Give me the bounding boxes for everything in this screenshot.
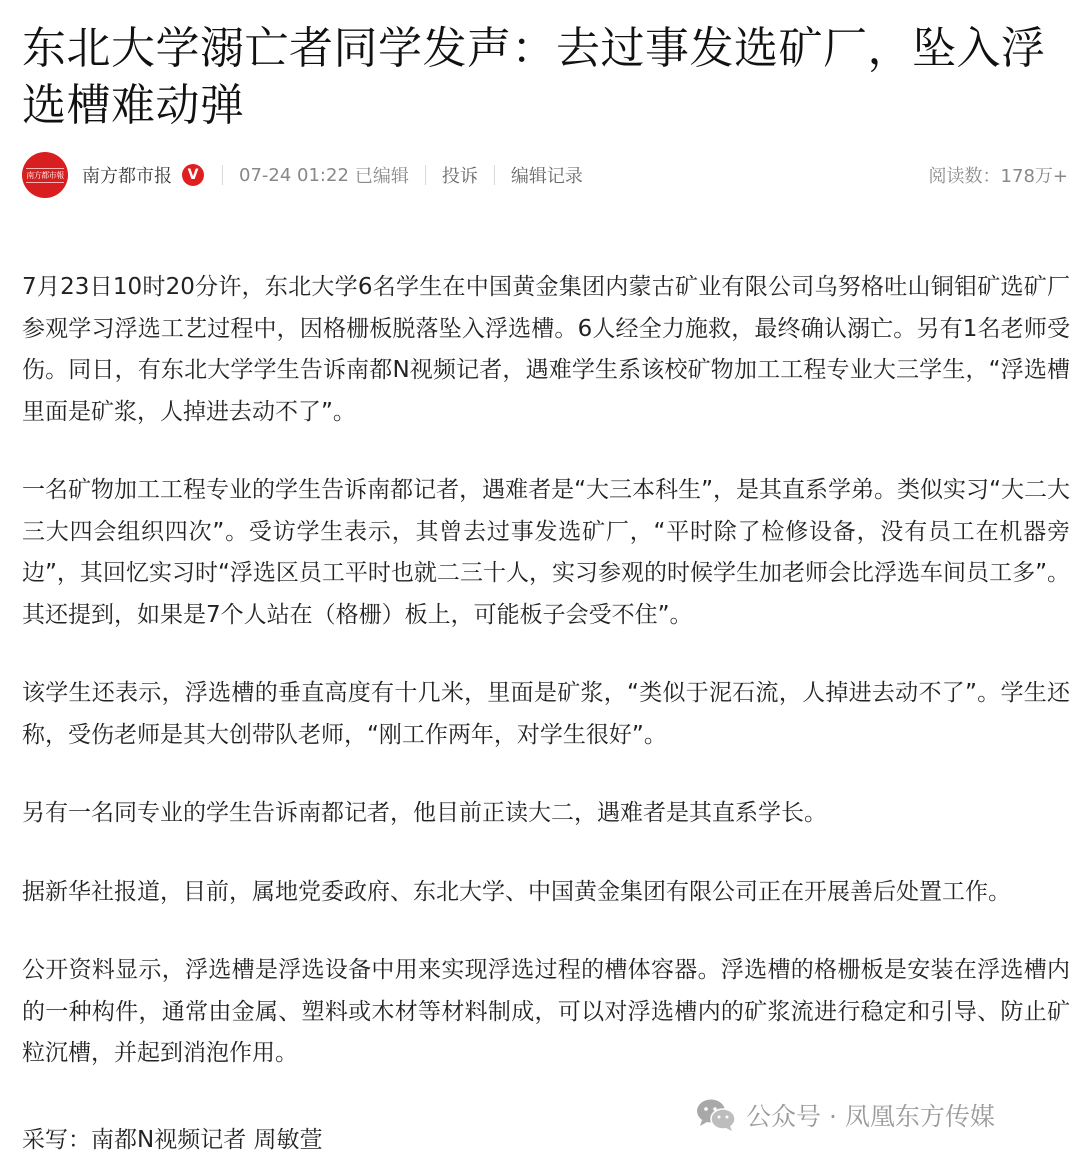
verified-badge-icon: V [182,164,204,186]
divider [494,165,495,185]
paragraph: 另有一名同专业的学生告诉南都记者，他目前正读大二，遇难者是其直系学长。 [22,800,827,826]
watermark-text: 公众号 · 凤凰东方传媒 [746,1102,995,1131]
paragraph: 据新华社报道，目前，属地党委政府、东北大学、中国黄金集团有限公司正在开展善后处置工作。 [22,878,1011,905]
divider [222,165,223,185]
byline: 采写：南都N视频记者 周敏萱 [22,1127,323,1153]
article-meta [22,152,1068,198]
divider [425,165,426,185]
edit-history-link[interactable]: 编辑记录 [510,166,583,187]
wechat-icon [696,1098,736,1132]
article-title: 东北大学溺亡者同学发声：去过事发选矿厂，坠入浮选槽难动弹 [22,23,1046,131]
read-count-value: 178万+ [1000,166,1068,187]
read-count [929,162,1068,188]
author-avatar[interactable] [22,152,68,198]
edited-label: 已编辑 [354,166,409,187]
read-count-label: 阅读数： [928,166,1001,187]
paragraph: 一名矿物加工工程专业的学生告诉南都记者，遇难者是“大三本科生”，是其直系学弟。类似实习“大二大三大四会组织四次”。受访学生表示，其曾去过事发选矿厂，“平时除了检修设备，没有员工在机器旁边”，其回忆实习时“浮选区员工平时也就二三十人，实习参观的时候学生加老师会比浮选车间员工多”。其还提到，如果是7个人站在（格栅）板上，可能板子会受不住”。 [22,477,1070,628]
article-body [22,267,1070,1112]
paragraph: 该学生还表示，浮选槽的垂直高度有十几米，里面是矿浆，“类似于泥石流，人掉进去动不了”。学生还称，受伤老师是其大创带队老师，“刚工作两年，对学生很好”。 [22,680,1070,748]
author-name[interactable]: 南方都市报 [82,166,172,187]
publish-datetime: 07-24 01:22 [239,164,349,186]
report-link[interactable]: 投诉 [441,166,478,187]
avatar-logo-text: 南方都市報 [26,168,64,183]
paragraph: 公开资料显示，浮选槽是浮选设备中用来实现浮选过程的槽体容器。浮选槽的格栅板是安装在浮选槽内的一种构件，通常由金属、塑料或木材等材料制成，可以对浮选槽内的矿浆流进行稳定和引导、防止矿粒沉槽，并起到消泡作用。 [22,957,1070,1066]
paragraph: 7月23日10时20分许，东北大学6名学生在中国黄金集团内蒙古矿业有限公司乌努格吐山铜钼矿选矿厂参观学习浮选工艺过程中，因格栅板脱落坠入浮选槽。6人经全力施救，最终确认溺亡。另有1名老师受伤。同日，有东北大学学生告诉南都N视频记者，遇难学生系该校矿物加工工程专业大三学生，“浮选槽里面是矿浆，人掉进去动不了”。 [22,274,1070,425]
watermark [696,1095,995,1135]
